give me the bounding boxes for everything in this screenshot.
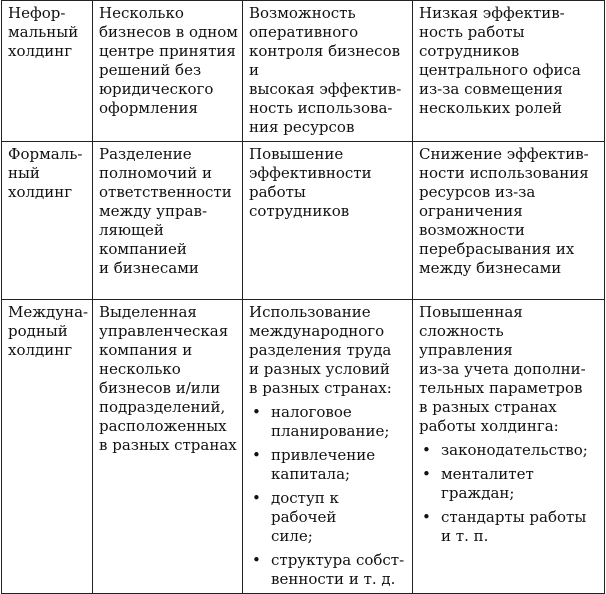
advantage-text: Возможность оперативного контроля бизнесов и высокая эффектив- ность использова- ния ресурсов	[249, 4, 402, 136]
list-item	[249, 551, 408, 589]
holding-types-table	[1, 0, 605, 594]
list-item-text: привлечение капитала;	[271, 446, 376, 483]
disadvantage-bullet-list	[419, 441, 600, 546]
cell-holding-type	[2, 142, 93, 300]
disadvantage-text: Снижение эффектив- ности использования ресурсов из-за ограничения возможности перебрасывания их между бизнесами	[419, 145, 589, 277]
cell-advantage	[243, 1, 413, 142]
cell-structure	[93, 1, 243, 142]
list-item-text: доступ к рабочей силе;	[271, 489, 339, 545]
holding-type-text: Междуна- родный холдинг	[8, 303, 89, 359]
list-item-text: законодательство;	[441, 441, 588, 459]
table-row-international-holding	[2, 300, 605, 594]
bullet-icon: •	[422, 441, 431, 459]
list-item-text: менталитет граждан;	[441, 465, 534, 502]
cell-disadvantage	[413, 142, 605, 300]
bullet-icon: •	[422, 508, 431, 526]
cell-advantage	[243, 300, 413, 594]
table-row-formal-holding	[2, 142, 605, 300]
table-row-informal-holding	[2, 1, 605, 142]
advantage-bullet-list	[249, 403, 408, 589]
cell-structure	[93, 142, 243, 300]
cell-disadvantage	[413, 300, 605, 594]
cell-holding-type	[2, 1, 93, 142]
holding-type-text: Нефор- мальный холдинг	[8, 4, 79, 60]
structure-text: Разделение полномочий и ответственности между управ- ляющей компанией и бизнесами	[99, 145, 232, 277]
structure-text: Выделенная управленческая компания и несколько бизнесов и/или подразделений, расположенных в разных странах	[99, 303, 237, 454]
list-item	[419, 508, 600, 546]
advantage-text: Повышение эффективности работы сотрудников	[249, 145, 372, 220]
list-item-text: налоговое планирование;	[271, 403, 390, 440]
holding-type-text: Формаль- ный холдинг	[8, 145, 83, 201]
list-item	[249, 446, 408, 484]
list-item	[249, 489, 408, 546]
list-item	[419, 465, 600, 503]
list-item-text: структура собст- венности и т. д.	[271, 551, 405, 588]
cell-disadvantage	[413, 1, 605, 142]
list-item	[419, 441, 600, 460]
bullet-icon: •	[252, 551, 261, 569]
list-item-text: стандарты работы и т. п.	[441, 508, 587, 545]
cell-advantage	[243, 142, 413, 300]
cell-holding-type	[2, 300, 93, 594]
bullet-icon: •	[252, 489, 261, 507]
advantage-text: Использование международного разделения труда и разных условий в разных странах:	[249, 303, 392, 397]
structure-text: Несколько бизнесов в одном центре принятия решений без юридического оформления	[99, 4, 238, 117]
disadvantage-text: Низкая эффектив- ность работы сотрудников центрального офиса из-за совмещения нескольких ролей	[419, 4, 581, 117]
list-item	[249, 403, 408, 441]
bullet-icon: •	[252, 403, 261, 421]
cell-structure	[93, 300, 243, 594]
disadvantage-text: Повышенная сложность управления из-за учета дополни- тельных параметров в разных странах работы холдинга:	[419, 303, 586, 435]
bullet-icon: •	[422, 465, 431, 483]
bullet-icon: •	[252, 446, 261, 464]
